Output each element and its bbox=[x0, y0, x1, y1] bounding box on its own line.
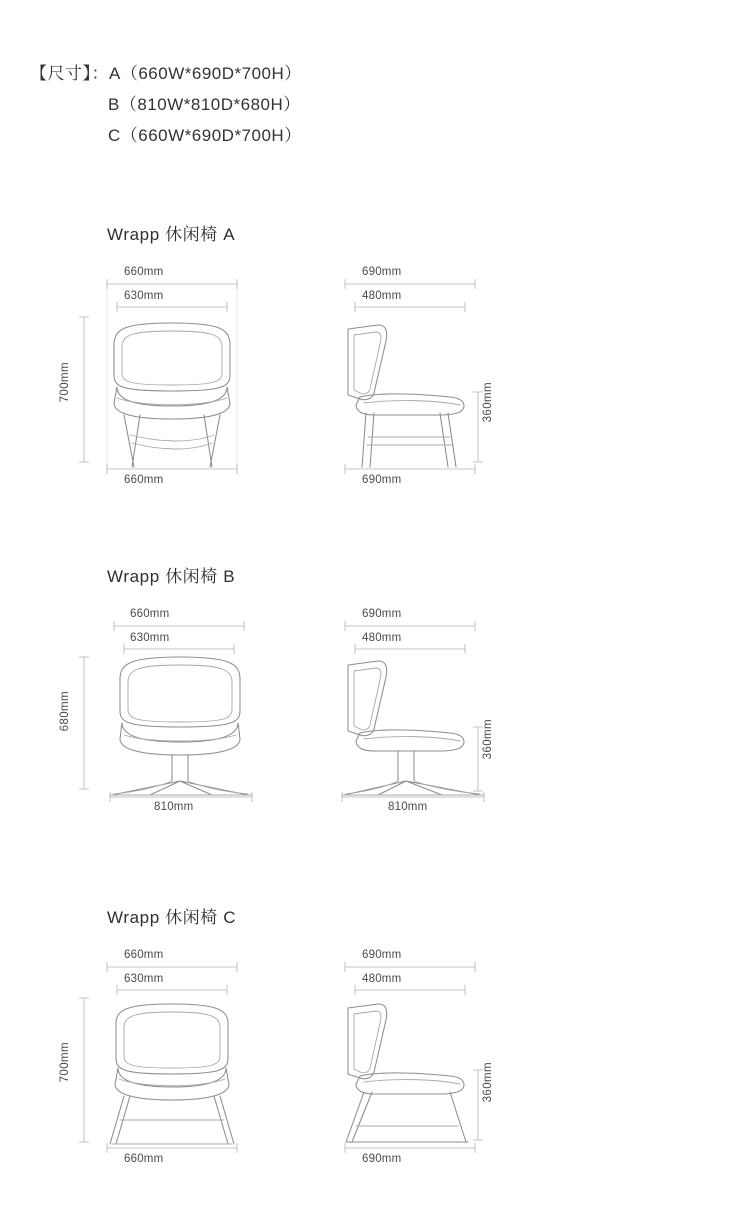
dim-side-top-inner-a: 480mm bbox=[362, 290, 402, 302]
dim-side-top-inner-b: 480mm bbox=[362, 632, 402, 644]
dim-front-height-b: 680mm bbox=[59, 691, 71, 732]
front-view-a bbox=[59, 266, 292, 507]
dim-front-top-inner-c: 630mm bbox=[124, 973, 164, 985]
section-title-c: Wrapp 休闲椅 C bbox=[107, 908, 237, 927]
side-view-a-drawing bbox=[300, 267, 530, 507]
dim-front-top-outer-a: 660mm bbox=[124, 266, 164, 278]
dim-side-bottom-b: 810mm bbox=[388, 801, 428, 813]
dim-side-height-b: 360mm bbox=[482, 719, 494, 760]
section-chair-a bbox=[0, 220, 750, 507]
spec-line-c: C（660W*690D*700H） bbox=[108, 126, 302, 145]
side-view-a bbox=[300, 267, 530, 507]
dim-side-height-c: 360mm bbox=[482, 1062, 494, 1103]
views-c bbox=[0, 950, 750, 1190]
dim-front-top-outer-c: 660mm bbox=[124, 949, 164, 961]
section-chair-b bbox=[0, 562, 750, 849]
dim-front-bottom-b: 810mm bbox=[154, 801, 194, 813]
dim-front-top-inner-b: 630mm bbox=[130, 632, 170, 644]
side-view-c-drawing bbox=[300, 950, 530, 1190]
spec-block bbox=[30, 58, 302, 151]
spec-line-a: 【尺寸】：A（660W*690D*700H） bbox=[30, 64, 302, 83]
front-view-c bbox=[59, 949, 292, 1190]
views-b bbox=[0, 609, 750, 849]
dim-front-bottom-a: 660mm bbox=[124, 474, 164, 486]
side-view-b bbox=[300, 609, 540, 839]
dim-side-top-outer-c: 690mm bbox=[362, 949, 402, 961]
views-a bbox=[0, 267, 750, 507]
section-title-a: Wrapp 休闲椅 A bbox=[107, 225, 236, 244]
dim-side-height-a: 360mm bbox=[482, 382, 494, 423]
section-chair-c bbox=[0, 903, 750, 1190]
dim-front-height-c: 700mm bbox=[59, 1042, 71, 1083]
dim-side-bottom-a: 690mm bbox=[362, 474, 402, 486]
front-view-b bbox=[59, 608, 302, 839]
dim-side-top-inner-c: 480mm bbox=[362, 973, 402, 985]
dim-side-bottom-c: 690mm bbox=[362, 1153, 402, 1165]
front-view-c-drawing bbox=[62, 950, 292, 1190]
side-view-c bbox=[300, 950, 530, 1190]
dim-front-height-a: 700mm bbox=[59, 362, 71, 403]
dim-front-top-outer-b: 660mm bbox=[130, 608, 170, 620]
dim-side-top-outer-b: 690mm bbox=[362, 608, 402, 620]
dim-front-top-inner-a: 630mm bbox=[124, 290, 164, 302]
dim-side-top-outer-a: 690mm bbox=[362, 266, 402, 278]
front-view-a-drawing bbox=[62, 267, 292, 507]
spec-line-b: B（810W*810D*680H） bbox=[108, 95, 301, 114]
section-title-b: Wrapp 休闲椅 B bbox=[107, 567, 236, 586]
dim-front-bottom-c: 660mm bbox=[124, 1153, 164, 1165]
